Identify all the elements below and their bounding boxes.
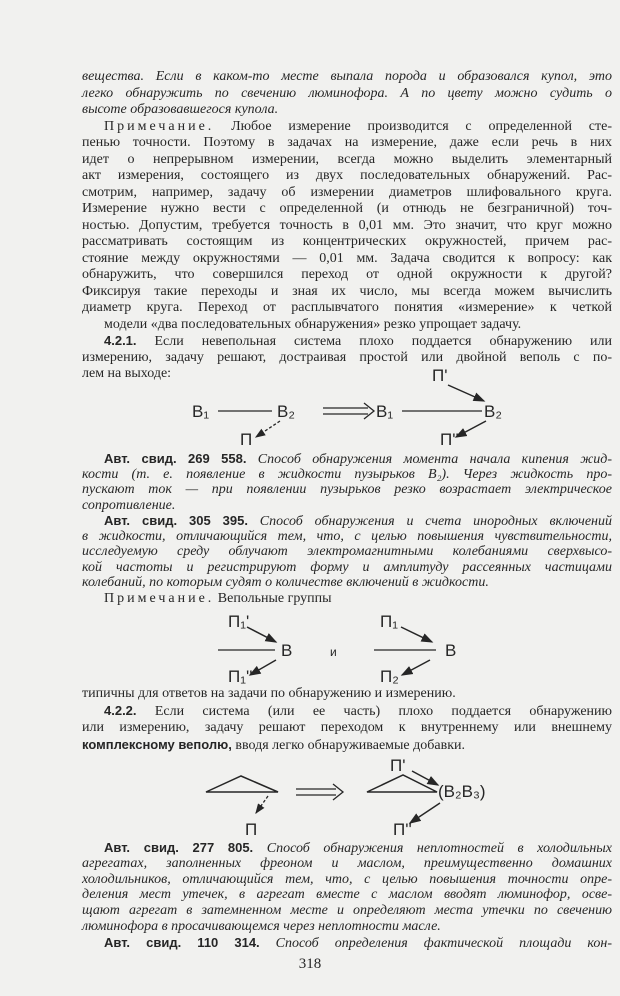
text-span: легко обнаружить по свечению люминофора. А по цвету можно судить о	[82, 85, 612, 101]
text-line	[82, 284, 612, 301]
text-span: холодильников, отличающийся тем, что, с целью повышения точности опре-	[82, 871, 612, 887]
text-span: Если система (или ее часть) плохо поддается обнаружению	[136, 704, 612, 719]
text-span: исследуемую среду облучают электромагнитными колебаниями сверхвысо-	[82, 544, 612, 559]
text-line	[82, 482, 612, 498]
text-line	[82, 935, 612, 951]
text-span: Любое измерение производится с определенной сте-	[214, 118, 612, 134]
text-span: Если невепольная система плохо поддается обнаружению или	[136, 334, 612, 349]
implies-arrow	[323, 403, 374, 419]
text-line	[82, 168, 612, 185]
label-b1: В₁	[192, 402, 210, 421]
text-span: кой частоты и регистрируют форму и амплитуду рассеянных частицами	[82, 559, 612, 575]
text-line	[82, 575, 612, 591]
citation-label: Авт. свид. 110 314.	[104, 934, 260, 950]
text-span: Измерение нужно вести с определенной (и отнюдь не безграничной) точ-	[82, 201, 612, 216]
text-span: Способ обнаружения неплотностей в холодильных	[253, 841, 612, 856]
note-label: Примечание.	[104, 118, 215, 134]
text-line	[82, 498, 612, 514]
text-line	[82, 218, 612, 235]
text-line	[82, 152, 612, 169]
text-line	[82, 685, 612, 702]
label-b2b3: (В₂В₃)	[438, 782, 486, 801]
diagram-complex-vepol	[0, 755, 620, 840]
citation-label: Авт. свид. 277 805.	[104, 840, 254, 855]
text-line	[82, 234, 612, 251]
text-span: щают агрегат в затемненном месте и определяют места утечки по свечению	[82, 903, 612, 919]
implies-arrow	[296, 784, 343, 800]
label-p1: П'	[390, 756, 406, 775]
text-span: пускают ток — при появлении пузырьков резко возрастает электрическое	[82, 482, 612, 497]
text-line	[82, 350, 612, 367]
label-p2: П''	[393, 820, 412, 839]
text-line	[82, 300, 612, 317]
label-p: П	[245, 820, 258, 839]
citation-label: 4.2.2.	[104, 703, 137, 718]
text-span: Способ обнаружения момента начала кипения жид-	[246, 452, 612, 467]
label-p1-prime: П₁'	[228, 612, 250, 631]
text-span: модели «два последовательных обнаружения» резко упрощает задачу.	[104, 316, 522, 332]
citation-label: Авт. свид. 305 395.	[104, 513, 248, 528]
text-line	[82, 135, 612, 152]
text-block-3	[82, 685, 612, 753]
text-span: агрегатах, заполненных фреоном и маслом, преимущественно домашних	[82, 855, 612, 871]
text-line	[82, 887, 612, 903]
label-p1-double-prime: П₁''	[228, 667, 253, 685]
citation-label: Авт. свид. 269 558.	[104, 451, 247, 466]
citation-label: комплексному веполю,	[82, 737, 232, 752]
text-line	[82, 86, 612, 103]
text-span: лем на выходе:	[82, 366, 172, 381]
text-span: высоте образовавшегося купола.	[82, 102, 279, 117]
text-line	[82, 467, 612, 483]
text-span: Способ обнаружения и счета инородных включений	[247, 514, 612, 529]
text-block-2	[82, 451, 612, 606]
conjunction-and: и	[330, 645, 337, 659]
note-label: Примечание.	[104, 590, 215, 606]
text-span: измерению, задачу решают, достраивая простой или двойной веполь с по-	[82, 349, 612, 365]
label-b2-right: В₂	[484, 402, 502, 421]
text-span: идет о непрерывном измерении, всегда можно выделить элементарный	[82, 151, 612, 167]
text-span: сопротивление.	[82, 497, 176, 513]
text-span: в жидкости, отличающийся тем, что, с целью повышения чувствительности,	[82, 528, 612, 544]
text-line	[82, 451, 612, 467]
text-line	[82, 513, 612, 529]
text-span: люминофора в просачивающемся через неплотности масле.	[82, 918, 441, 934]
label-p2: П₂	[380, 667, 399, 685]
text-line	[82, 872, 612, 888]
text-line	[82, 736, 612, 753]
text-span: диаметр круга. Переход от расплывчатого понятия «измерение» к четкой	[82, 300, 612, 315]
text-line	[82, 317, 612, 334]
text-line	[82, 102, 612, 119]
text-line	[82, 69, 612, 86]
label-p: П	[240, 430, 253, 449]
label-b-left: В	[281, 641, 293, 660]
text-line	[82, 267, 612, 284]
text-span: пенью точности. Поэтому в задачах на измерение, даже если речь в них	[82, 135, 612, 150]
page-number: 318	[298, 956, 322, 972]
text-span: вещества. Если в каком-то месте выпала порода и образовался купол, это	[82, 69, 612, 84]
text-span: типичны для ответов на задачи по обнаружению и измерению.	[82, 686, 456, 701]
text-span: стояние между окружностями — 0,01 мм. Задача сводится к вопросу: как	[82, 250, 612, 266]
text-span: Способ определения фактической площади кон-	[259, 935, 613, 951]
text-line	[82, 201, 612, 218]
text-line	[82, 333, 612, 350]
text-span: кости (т. е. появление в жидкости пузырьков В₂). Через жидкость про-	[82, 466, 612, 482]
label-b2: В₂	[277, 402, 295, 421]
text-span: акт измерения, состоящего из двух последовательных обнаружений. Рас-	[82, 168, 612, 183]
text-span: или измерению, задачу решают переходом к внутреннему или внешнему	[82, 720, 612, 735]
text-span: деления мест утечек, в агрегат вместе с маслом вводят люминофор, осве-	[82, 887, 612, 903]
text-line	[82, 903, 612, 919]
text-line	[82, 185, 612, 202]
text-span: ностью. Допустим, требуется точность в 0,01 мм. Это значит, что круг можно	[82, 217, 612, 233]
text-line	[82, 119, 612, 136]
diagram-vepol-completion	[0, 365, 620, 450]
text-line	[82, 529, 612, 545]
text-span: Вепольные группы	[214, 590, 332, 606]
label-b1-right: В₁	[376, 402, 394, 421]
text-span: смотрим, например, задачу об измерении диаметров шлифовального круга.	[82, 184, 612, 200]
text-span: обнаружить, что совершился переход от одной окружности к другой?	[82, 267, 612, 282]
label-p1: П'	[432, 366, 448, 385]
text-line	[82, 919, 612, 935]
text-line	[82, 251, 612, 268]
diagram-vepol-groups	[0, 605, 620, 685]
text-span: колебаний, по которым судят о количестве включений в жидкости.	[82, 575, 489, 590]
text-line	[82, 560, 612, 576]
text-span: Фиксируя такие переходы и зная их число, мы всегда можем вычислить	[82, 283, 612, 299]
text-line	[82, 856, 612, 872]
citation-label: 4.2.1.	[104, 333, 137, 348]
text-span: рассматривать состоящим из концентрических окружностей, причем рас-	[82, 234, 612, 249]
text-line	[82, 544, 612, 560]
text-block-4	[82, 840, 612, 951]
text-line	[82, 719, 612, 736]
label-b-right: В	[445, 641, 457, 660]
label-p2: П''	[440, 430, 459, 449]
text-line	[82, 591, 612, 607]
text-line	[82, 702, 612, 719]
text-line	[82, 840, 612, 856]
text-span: вводя легко обнаруживаемые добавки.	[231, 738, 465, 753]
label-p1: П₁	[380, 612, 398, 631]
text-block-1	[82, 69, 612, 383]
